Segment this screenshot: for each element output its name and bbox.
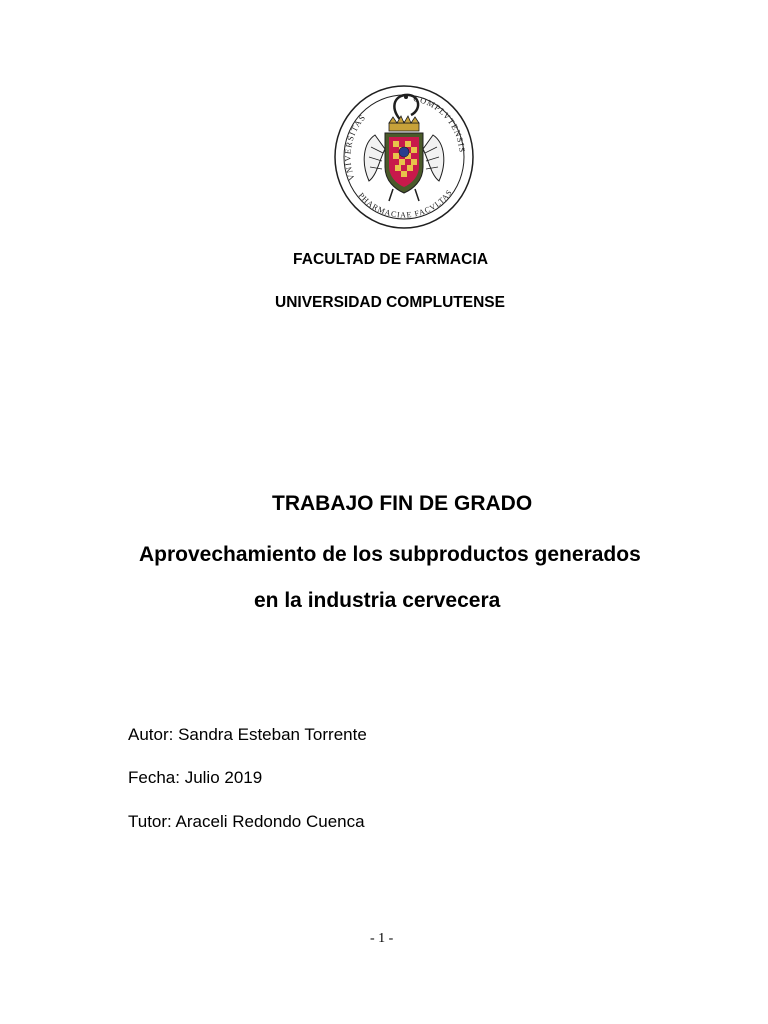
svg-text:COMPLVTENSIS: COMPLVTENSIS	[412, 93, 468, 154]
tutor-line: Tutor: Araceli Redondo Cuenca	[128, 812, 365, 831]
thesis-title-line-2: en la industria cervecera	[254, 589, 501, 612]
svg-text:PHARMACIAE FACVLTAS: PHARMACIAE FACVLTAS	[356, 187, 455, 220]
university-heading: UNIVERSIDAD COMPLUTENSE	[275, 294, 505, 311]
document-type-heading: TRABAJO FIN DE GRADO	[272, 492, 533, 515]
svg-text:VNIVERSITAS: VNIVERSITAS	[342, 112, 368, 182]
university-seal	[333, 83, 475, 229]
author-line: Autor: Sandra Esteban Torrente	[128, 725, 367, 744]
date-line: Fecha: Julio 2019	[128, 768, 263, 787]
thesis-title-line-1: Aprovechamiento de los subproductos generados	[139, 543, 641, 566]
page-number: - 1 -	[370, 931, 394, 946]
seal-graphic	[333, 83, 475, 229]
faculty-heading: FACULTAD DE FARMACIA	[293, 251, 489, 268]
